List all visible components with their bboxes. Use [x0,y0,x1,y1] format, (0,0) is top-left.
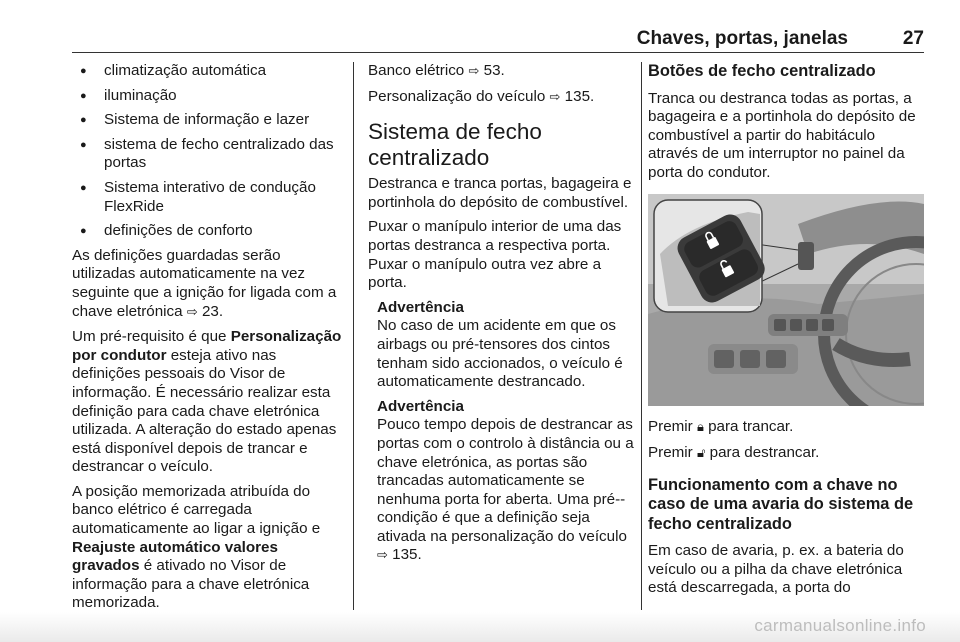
page-header [72,26,924,53]
warning-title: Advertência [377,397,464,415]
column-middle [368,62,636,572]
page-number: 27 [902,28,924,49]
paragraph: Destranca e tranca portas, bagageira e portinhola do depósito de combustível. [368,175,632,211]
list-item: ● iluminação [72,87,348,106]
section-heading: Botões de fecho centralizado [648,62,876,80]
list-item: ● climatização automática [72,62,348,81]
feature-list [72,62,348,241]
instruction-unlock: Premir 🔓︎ para destrancar. [648,444,820,462]
page-title: Chaves, portas, janelas [636,28,848,49]
list-item: ● definições de conforto [72,222,348,241]
paragraph: Um pré-requisito é que Personalização por condutor esteja ativo nas definições pessoais do Visor de informação. É necessário realizar esta definição para cada chave eletrónica utilizada. A alteração do estado apenas está disponível depois de trancar e destrancar o veículo. [72,328,342,476]
bold-term: Personalização por condutor [72,328,342,364]
page-reference[interactable]: 135. [392,546,422,564]
arrow-reference-icon: ⇨ [549,89,561,105]
warning-title: Advertência [377,298,464,316]
warning-box [377,398,636,566]
column-divider [353,62,354,610]
warning-text: No caso de um acidente em que os airbags ou pré-tensores dos cintos tenham sido accionados, o veículo é automaticamente destrancado. [377,317,623,391]
arrow-reference-icon: ⇨ [377,548,388,564]
watermark-text: carmanualsonline.info [754,616,926,635]
instruction-lock: Premir 🔒︎ para trancar. [648,418,794,436]
column-right [648,62,926,604]
cross-reference: Banco elétrico ⇨ 53. [368,62,505,79]
list-item: ● Sistema interativo de condução FlexRide [72,179,348,216]
page-reference[interactable]: 23. [201,302,224,320]
column-left [72,62,348,619]
list-item: ● Sistema de informação e lazer [72,111,348,130]
paragraph: As definições guardadas serão utilizadas automaticamente na vez seguinte que a ignição for ligada com a chave eletrónica ⇨ 23. [72,246,337,320]
arrow-reference-icon: ⇨ [186,304,198,320]
paragraph: Tranca ou destranca todas as portas, a bagageira e a portinhola do depósito de combustível a partir do habitáculo através de um interruptor no painel da porta do condutor. [648,89,916,181]
column-divider [641,62,642,610]
warning-box [377,299,636,392]
door-panel-illustration [648,194,924,406]
paragraph: A posição memorizada atribuída do banco elétrico é carregada automaticamente ao ligar a ignição e Reajuste automático valores gravados é ativado no Visor de informação para a chave eletrónica memorizada. [72,482,321,612]
section-heading: Sistema de fecho centralizado [368,119,542,171]
lock-closed-icon: 🔒︎ [696,420,704,436]
page-reference[interactable]: 135. [564,87,595,105]
paragraph: Puxar o manípulo interior de uma das portas destranca a respectiva porta. Puxar o manípulo outra vez abre a porta. [368,218,622,292]
footer-watermark [0,612,960,642]
lock-open-icon: 🔓︎ [696,446,706,462]
bold-term: Reajuste automático valores gravados [72,538,278,575]
page-reference[interactable]: 53. [483,62,505,79]
section-heading: Funcionamento com a chave no caso de uma avaria do sistema de fecho centralizado [648,475,914,533]
arrow-reference-icon: ⇨ [468,64,480,79]
list-item: ● sistema de fecho centralizado das portas [72,136,348,173]
cross-reference: Personalização do veículo ⇨ 135. [368,87,595,105]
paragraph: Em caso de avaria, p. ex. a bateria do veículo ou a pilha da chave eletrónica está descarregada, a porta do [648,542,904,597]
warning-text: Pouco tempo depois de destrancar as portas com o controlo à distância ou a chave eletrónica, as portas são trancadas automaticamente se nenhuma porta for aberta. Uma pré--condição é que a definição seja ativada na personalização do veículo [377,416,634,545]
